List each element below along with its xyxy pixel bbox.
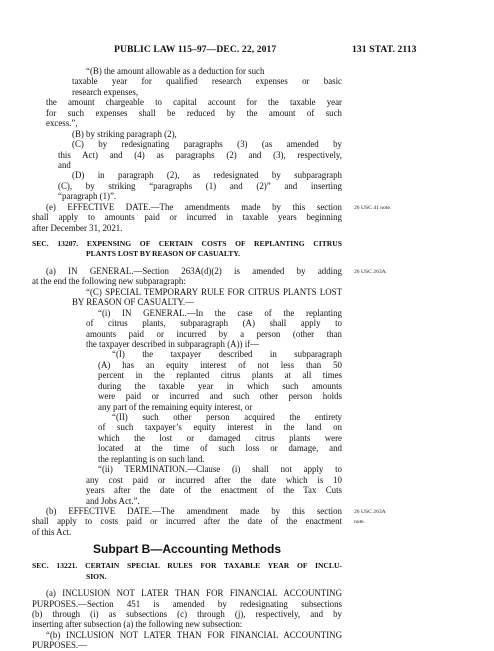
line-text: PURPOSES.—Section 451 is amended by redesignating subsections bbox=[32, 598, 342, 609]
text-line bbox=[32, 619, 342, 629]
line-text: this Act) and (4) as paragraphs (2) and (3), respectively, bbox=[58, 149, 342, 160]
text-line bbox=[32, 181, 342, 191]
section-heading-line bbox=[32, 572, 342, 582]
line-text: SION. bbox=[86, 571, 107, 581]
text-line bbox=[32, 201, 392, 212]
line-text: percent in the replanted citrus plants at all times bbox=[98, 370, 342, 381]
text-line bbox=[32, 485, 342, 495]
text-line bbox=[32, 527, 342, 537]
line-text: research expenses, bbox=[72, 86, 139, 97]
text-line bbox=[32, 496, 342, 506]
line-text: (D) in paragraph (2), as redesignated by subparagraph bbox=[72, 170, 342, 181]
line-text: years after the date of the enactment of the Tax Cuts bbox=[86, 485, 342, 496]
text-line bbox=[32, 297, 342, 307]
line-text: and bbox=[58, 159, 71, 170]
text-line bbox=[32, 223, 342, 233]
text-line bbox=[32, 454, 342, 464]
line-text: at the end the following new subparagraph: bbox=[32, 276, 186, 287]
text-line bbox=[32, 129, 342, 139]
text-line bbox=[32, 160, 342, 170]
statute-body-text bbox=[32, 66, 392, 651]
text-line bbox=[32, 318, 342, 328]
text-line bbox=[32, 391, 342, 401]
line-text: the replanting is on such land. bbox=[98, 453, 205, 464]
text-line bbox=[32, 505, 386, 516]
line-text: any part of the remaining equity interest, or bbox=[98, 401, 253, 412]
text-line bbox=[32, 402, 342, 412]
text-line bbox=[32, 76, 342, 86]
text-line bbox=[32, 287, 342, 297]
text-line bbox=[32, 339, 342, 349]
line-text: “(b) INCLUSION NOT LATER THAN FOR FINANCIAL ACCOUNTING bbox=[46, 629, 342, 640]
text-line bbox=[32, 212, 342, 222]
section-heading-line bbox=[32, 561, 342, 571]
running-header-page-number: 131 STAT. 2113 bbox=[352, 44, 417, 55]
text-line bbox=[32, 308, 342, 318]
line-text: “(C) SPECIAL TEMPORARY RULE FOR CITRUS PLANTS LOST bbox=[86, 286, 342, 297]
text-line bbox=[32, 139, 342, 149]
line-text: the amount chargeable to capital account for the taxable year bbox=[46, 97, 342, 108]
line-text: which the lost or damaged citrus plants were bbox=[98, 432, 342, 443]
line-text: (b) EFFECTIVE DATE.—The amendment made by this section bbox=[46, 505, 342, 516]
text-line bbox=[32, 87, 342, 97]
text-line bbox=[32, 609, 342, 619]
text-line bbox=[32, 265, 388, 276]
section-heading-line bbox=[32, 239, 342, 249]
margin-note: note. bbox=[354, 519, 366, 526]
line-text: amounts paid or incurred by a person (other than bbox=[86, 328, 342, 339]
line-text: excess.”, bbox=[46, 118, 78, 129]
line-text: PURPOSES.— bbox=[32, 640, 87, 651]
line-text: “(II) such other person acquired the entirety bbox=[112, 412, 342, 422]
text-line bbox=[32, 191, 342, 201]
text-line bbox=[32, 360, 342, 370]
line-text: (A) has an equity interest of not less than 50 bbox=[98, 359, 342, 370]
text-line bbox=[32, 640, 342, 650]
margin-note: 26 USC 263A bbox=[354, 508, 386, 515]
text-line bbox=[32, 349, 342, 359]
text-line bbox=[32, 516, 366, 527]
line-text: (b) through (i) as subsections (c) through (j), respectively, and by bbox=[32, 609, 342, 619]
line-text: (a) IN GENERAL.—Section 263A(d)(2) is amended by adding bbox=[46, 265, 342, 276]
text-line bbox=[32, 433, 342, 443]
line-text: BY REASON OF CASUALTY.— bbox=[72, 297, 194, 308]
line-text: shall apply to amounts paid or incurred in taxable years beginning bbox=[32, 212, 342, 223]
line-text: “paragraph (1)”. bbox=[58, 191, 117, 202]
text-line bbox=[32, 381, 342, 391]
line-text: (e) EFFECTIVE DATE.—The amendments made by this section bbox=[46, 201, 342, 212]
text-line bbox=[32, 464, 342, 474]
line-text: (C), by striking “paragraphs (1) and (2)” and inserting bbox=[58, 180, 342, 191]
text-line bbox=[32, 630, 342, 640]
line-text: “(B) the amount allowable as a deduction for such bbox=[86, 66, 265, 76]
text-line bbox=[32, 370, 342, 380]
line-text: SEC. 13207. EXPENSING OF CERTAIN COSTS OF REPLANTING CITRUS bbox=[32, 239, 342, 248]
line-text: (C) by redesignating paragraphs (3) (as amended by bbox=[72, 139, 342, 150]
line-text: (a) INCLUSION NOT LATER THAN FOR FINANCIAL ACCOUNTING bbox=[46, 588, 342, 599]
line-text: SEC. 13221. CERTAIN SPECIAL RULES FOR TAXABLE YEAR OF INCLU- bbox=[32, 561, 342, 571]
line-text: of this Act. bbox=[32, 526, 72, 537]
line-text: PLANTS LOST BY REASON OF CASUALTY. bbox=[86, 249, 241, 259]
text-line bbox=[32, 97, 342, 107]
text-line bbox=[32, 329, 342, 339]
text-line bbox=[32, 588, 342, 598]
line-text: during the taxable year in which such amounts bbox=[98, 380, 342, 391]
line-text: after December 31, 2021. bbox=[32, 222, 123, 233]
line-text: and Jobs Act.”. bbox=[86, 495, 140, 506]
line-text: any cost paid or incurred after the date which is 10 bbox=[86, 474, 342, 485]
line-text: of such taxpayer’s equity interest in the land on bbox=[98, 422, 342, 433]
margin-note: 26 USC 263A. bbox=[354, 268, 388, 275]
text-line bbox=[32, 599, 342, 609]
text-line bbox=[32, 276, 342, 286]
line-text: the taxpayer described in subparagraph (A)) if— bbox=[86, 338, 259, 349]
text-line bbox=[32, 475, 342, 485]
line-text: were paid or incurred and such other person holds bbox=[98, 391, 342, 402]
text-line bbox=[32, 170, 342, 180]
line-text: “(I) the taxpayer described in subparagraph bbox=[112, 349, 342, 360]
running-header-left: PUBLIC LAW 115–97—DEC. 22, 2017 bbox=[114, 44, 277, 55]
text-line bbox=[32, 118, 342, 128]
line-text: taxable year for qualified research expenses or basic bbox=[72, 76, 342, 87]
line-text: located at the time of such loss or damage, and bbox=[98, 443, 342, 454]
line-text: inserting after subsection (a) the following new subsection: bbox=[32, 619, 243, 630]
text-line bbox=[32, 150, 342, 160]
text-line bbox=[32, 422, 342, 432]
text-line bbox=[32, 108, 342, 118]
text-line bbox=[32, 443, 342, 453]
line-text: of citrus plants, subparagraph (A) shall apply to bbox=[86, 318, 342, 329]
line-text: (B) by striking paragraph (2), bbox=[72, 128, 177, 139]
line-text: shall apply to costs paid or incurred after the date of the enactment bbox=[32, 516, 342, 527]
text-line bbox=[32, 66, 342, 76]
line-text: “(i) IN GENERAL.—In the case of the replanting bbox=[98, 307, 342, 318]
subpart-heading: Subpart B—Accounting Methods bbox=[93, 542, 281, 557]
line-text: “(ii) TERMINATION.—Clause (i) shall not apply to bbox=[98, 464, 342, 475]
line-text: for such expenses shall be reduced by the amount of such bbox=[46, 107, 342, 118]
text-line bbox=[32, 412, 342, 422]
section-heading-line bbox=[32, 249, 342, 259]
margin-note: 26 USC 41 note. bbox=[354, 204, 392, 211]
